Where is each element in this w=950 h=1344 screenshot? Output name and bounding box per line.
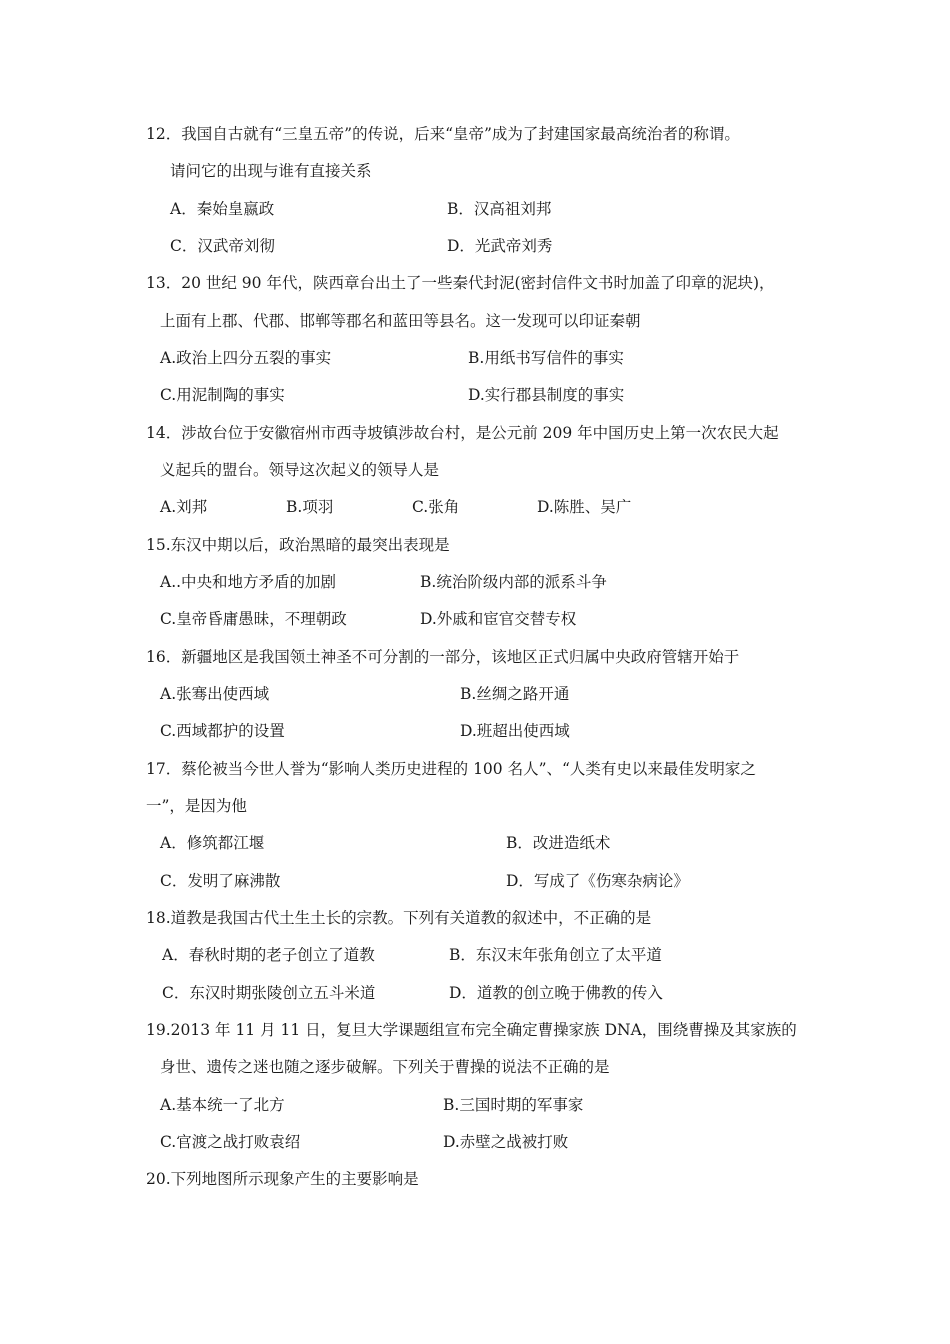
option-c: C.官渡之战打败袁绍 (160, 1133, 301, 1151)
option-b: B．东汉末年张角创立了太平道 (449, 946, 662, 964)
option-d: D.班超出使西域 (460, 722, 570, 740)
option-a: A．秦始皇嬴政 (170, 200, 275, 218)
option-a: A.基本统一了北方 (160, 1096, 285, 1114)
question-stem: 12．我国自古就有“三皇五帝”的传说，后来“皇帝”成为了封建国家最高统治者的称谓。 (146, 125, 740, 143)
option-c: C．东汉时期张陵创立五斗米道 (162, 984, 376, 1002)
question-stem: 19.2013 年 11 月 11 日，复旦大学课题组宣布完全确定曹操家族 DNA，围绕曹操及其家族的 (146, 1021, 797, 1039)
option-b: B.统治阶级内部的派系斗争 (420, 573, 607, 591)
option-b: B.丝绸之路开通 (460, 685, 570, 703)
question-stem: 13．20 世纪 90 年代，陕西章台出土了一些秦代封泥(密封信件文书时加盖了印章的泥块)， (146, 274, 775, 292)
question-stem: 请问它的出现与谁有直接关系 (170, 162, 372, 180)
question-stem: 18.道教是我国古代土生土长的宗教。下列有关道教的叙述中，不正确的是 (146, 909, 652, 927)
option-b: B．汉高祖刘邦 (447, 200, 552, 218)
question-stem: 15.东汉中期以后，政治黑暗的最突出表现是 (146, 536, 450, 554)
option-d: D.赤壁之战被打败 (443, 1133, 569, 1151)
question-stem: 17．蔡伦被当今世人誉为“影响人类历史进程的 100 名人”、“人类有史以来最佳发明家之 (146, 760, 756, 778)
option-d: D．写成了《伤寒杂病论》 (506, 872, 689, 890)
option-d: D．光武帝刘秀 (447, 237, 553, 255)
question-stem: 16．新疆地区是我国领土神圣不可分割的一部分，该地区正式归属中央政府管辖开始于 (146, 648, 740, 666)
option-a: A.张骞出使西域 (160, 685, 270, 703)
option-b: B.三国时期的军事家 (443, 1096, 584, 1114)
option-b: B.项羽 (286, 498, 334, 516)
option-a: A.刘邦 (160, 498, 208, 516)
option-d: D．道教的创立晚于佛教的传入 (449, 984, 663, 1002)
option-c: C.西域都护的设置 (160, 722, 285, 740)
option-c: C．发明了麻沸散 (160, 872, 281, 890)
question-stem: 上面有上郡、代郡、邯郸等郡名和蓝田等县名。这一发现可以印证秦朝 (160, 312, 641, 330)
question-stem: 14．涉故台位于安徽宿州市西寺坡镇涉故台村，是公元前 209 年中国历史上第一次农民大起 (146, 424, 779, 442)
option-a: A.政治上四分五裂的事实 (160, 349, 332, 367)
question-stem: 一”，是因为他 (146, 797, 247, 815)
question-stem: 20.下列地图所示现象产生的主要影响是 (146, 1170, 419, 1188)
option-a: A..中央和地方矛盾的加剧 (160, 573, 337, 591)
option-a: A．春秋时期的老子创立了道教 (162, 946, 375, 964)
option-d: D.实行郡县制度的事实 (468, 386, 625, 404)
option-b: B.用纸书写信件的事实 (468, 349, 624, 367)
option-d: D.外戚和宦官交替专权 (420, 610, 577, 628)
option-c: C.皇帝昏庸愚昧，不理朝政 (160, 610, 347, 628)
question-stem: 身世、遗传之迷也随之逐步破解。下列关于曹操的说法不正确的是 (160, 1058, 610, 1076)
option-d: D.陈胜、吴广 (537, 498, 632, 516)
option-a: A．修筑都江堰 (160, 834, 265, 852)
option-c: C.张角 (412, 498, 460, 516)
option-c: C．汉武帝刘彻 (170, 237, 275, 255)
option-c: C.用泥制陶的事实 (160, 386, 285, 404)
question-stem: 义起兵的盟台。领导这次起义的领导人是 (160, 461, 440, 479)
option-b: B．改进造纸术 (506, 834, 611, 852)
